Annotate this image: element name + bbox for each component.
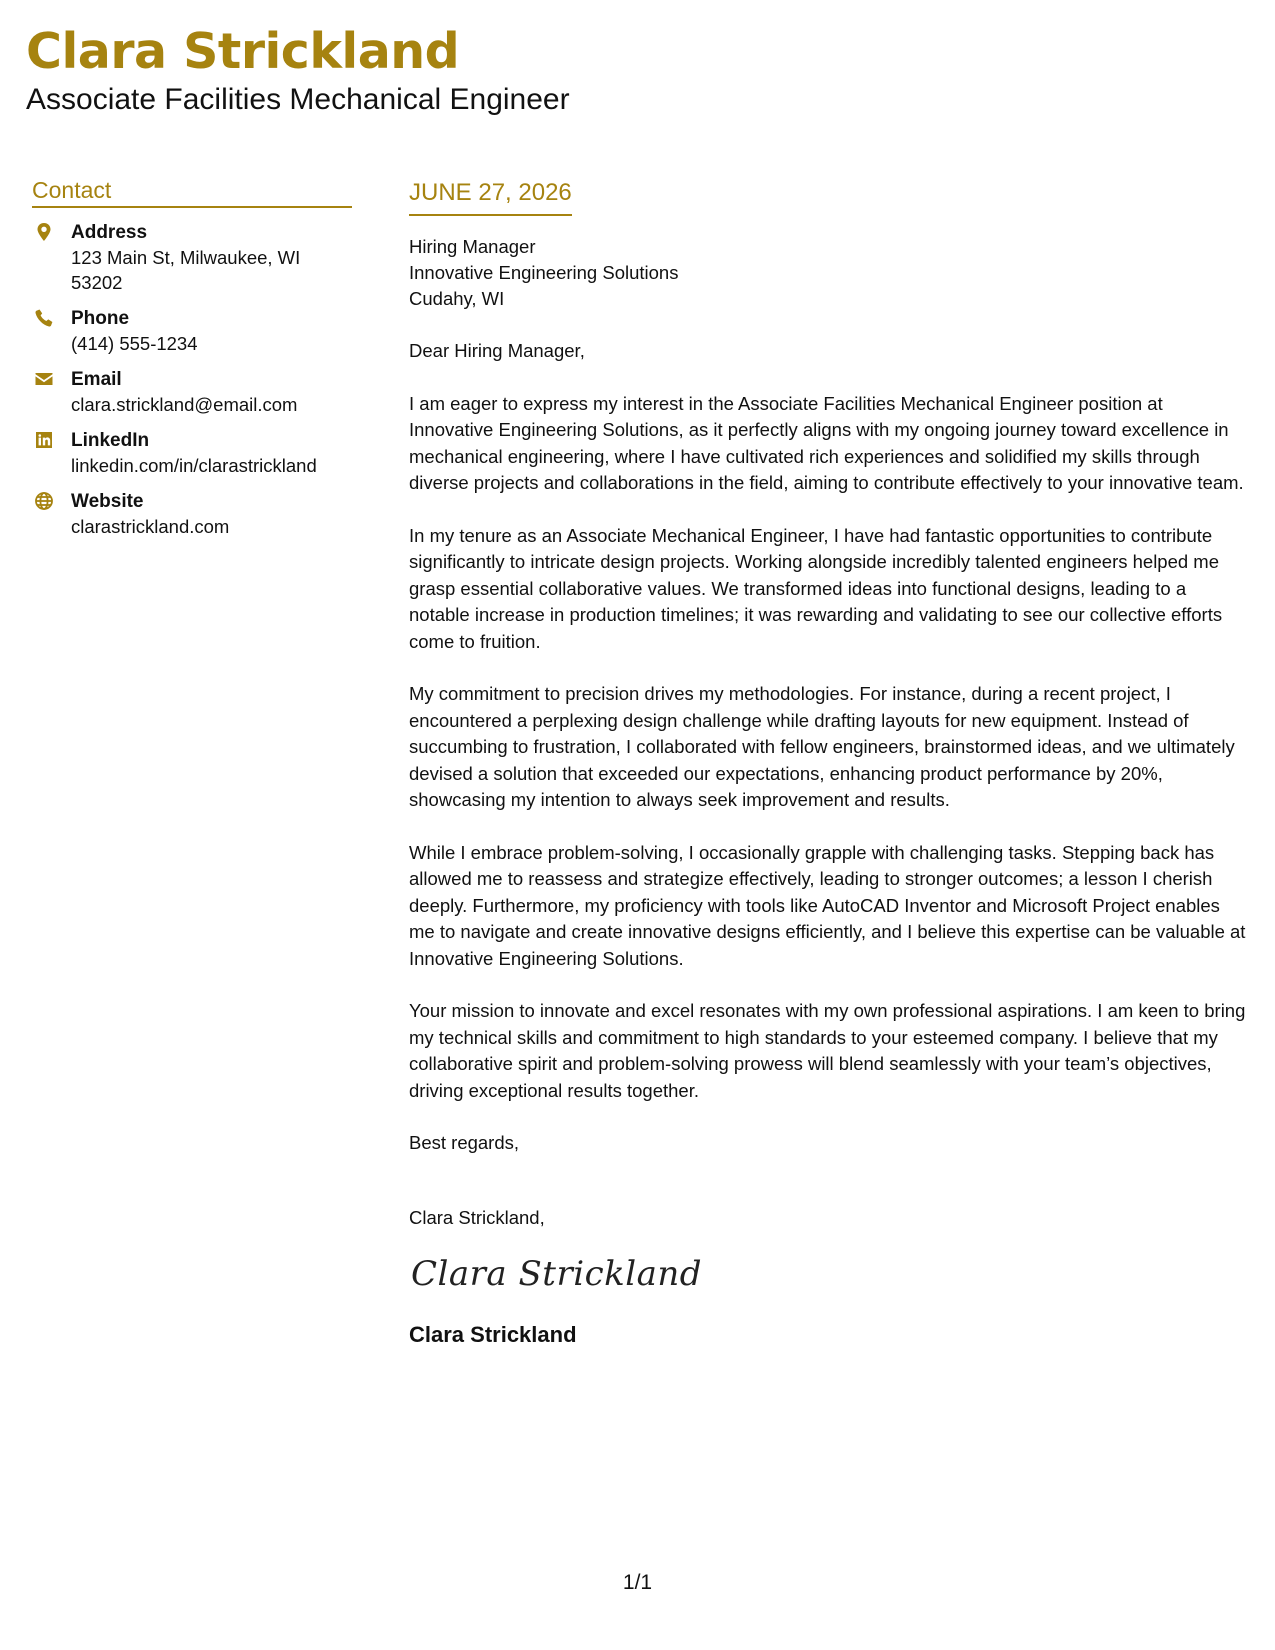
letter-date: JUNE 27, 2026 [409, 178, 572, 216]
contact-value: clarastrickland.com [71, 516, 230, 537]
contact-section-title: Contact [32, 176, 352, 208]
linkedin-icon [34, 430, 54, 450]
contact-value: clara.strickland@email.com [71, 394, 298, 415]
recipient-block [409, 234, 1249, 312]
globe-icon [34, 491, 54, 511]
salutation: Dear Hiring Manager, [409, 340, 585, 361]
closing: Best regards, [409, 1132, 520, 1153]
recipient-location: Cudahy, WI [409, 288, 505, 309]
contact-label: Address [71, 222, 148, 243]
body-paragraph: While I embrace problem-solving, I occasionally grapple with challenging tasks. Stepping back has allowed me to reassess and strategize effectively, leading to stronger outcomes; a lesson I cherish deeply. Furthermore, my proficiency with tools like AutoCAD Inventor and Microsoft Project enables me to navigate and create innovative designs efficiently, and I believe this expertise can be valuable at Innovative Engineering Solutions. [409, 841, 1246, 969]
letter-body [409, 178, 1249, 1349]
contact-website [32, 490, 352, 539]
body-paragraph: My commitment to precision drives my methodologies. For instance, during a recent project, I encountered a perplexing design challenge while drafting layouts for new equipment. Instead of succumbing to frustration, I collaborated with fellow engineers, brainstormed ideas, and we ultimately devised a solution that exceeded our expectations, enhancing product performance by 20%, showcasing my intention to always seek improvement and results. [409, 683, 1235, 810]
contact-label: LinkedIn [71, 430, 150, 451]
contact-linkedin [32, 429, 352, 478]
phone-icon [34, 308, 54, 328]
envelope-icon [34, 369, 54, 389]
signoff-name: Clara Strickland, [409, 1206, 545, 1228]
contact-sidebar [32, 176, 352, 551]
body-paragraph: I am eager to express my interest in the Associate Facilities Mechanical Engineer position at Innovative Engineering Solutions, as it perfectly aligns with my ongoing journey toward excellence in mechanical engineering, where I have cultivated rich experiences and solidified my skills through diverse projects and collaborations in the field, aiming to contribute effectively to your innovative team. [409, 392, 1244, 493]
recipient-company: Innovative Engineering Solutions [409, 262, 679, 283]
signature-text: Clara Strickland [411, 1253, 703, 1294]
printed-name: Clara Strickland [409, 1321, 577, 1347]
recipient-name: Hiring Manager [409, 236, 536, 257]
page-number: 1/1 [622, 1571, 653, 1594]
handwritten-signature [409, 1251, 703, 1295]
body-paragraph: In my tenure as an Associate Mechanical Engineer, I have had fantastic opportunities to contribute significantly to intricate design projects. Working alongside incredibly talented engineers helped me grasp essential collaborative values. We transformed ideas into functional designs, leading to a notable increase in production timelines; it was rewarding and validating to see our collective efforts come to fruition. [409, 524, 1223, 652]
contact-email [32, 368, 352, 417]
contact-value: linkedin.com/in/clarastrickland [71, 455, 317, 476]
body-paragraph: Your mission to innovate and excel resonates with my own professional aspirations. I am keen to bring my technical skills and commitment to high standards to your esteemed company. I believe that my collaborative spirit and problem-solving prowess will blend seamlessly with your team’s objectives, driving exceptional results together. [409, 1000, 1246, 1101]
letter-header [26, 22, 570, 118]
contact-value: 123 Main St, Milwaukee, WI 53202 [71, 247, 301, 293]
applicant-name: Clara Strickland [26, 23, 460, 80]
contact-label: Website [71, 491, 144, 512]
map-pin-icon [34, 222, 54, 242]
contact-label: Email [71, 369, 122, 390]
contact-label: Phone [71, 308, 130, 329]
contact-phone [32, 307, 352, 356]
contact-value: (414) 555-1234 [71, 333, 198, 354]
applicant-title: Associate Facilities Mechanical Engineer [26, 83, 570, 116]
contact-address [32, 221, 352, 295]
